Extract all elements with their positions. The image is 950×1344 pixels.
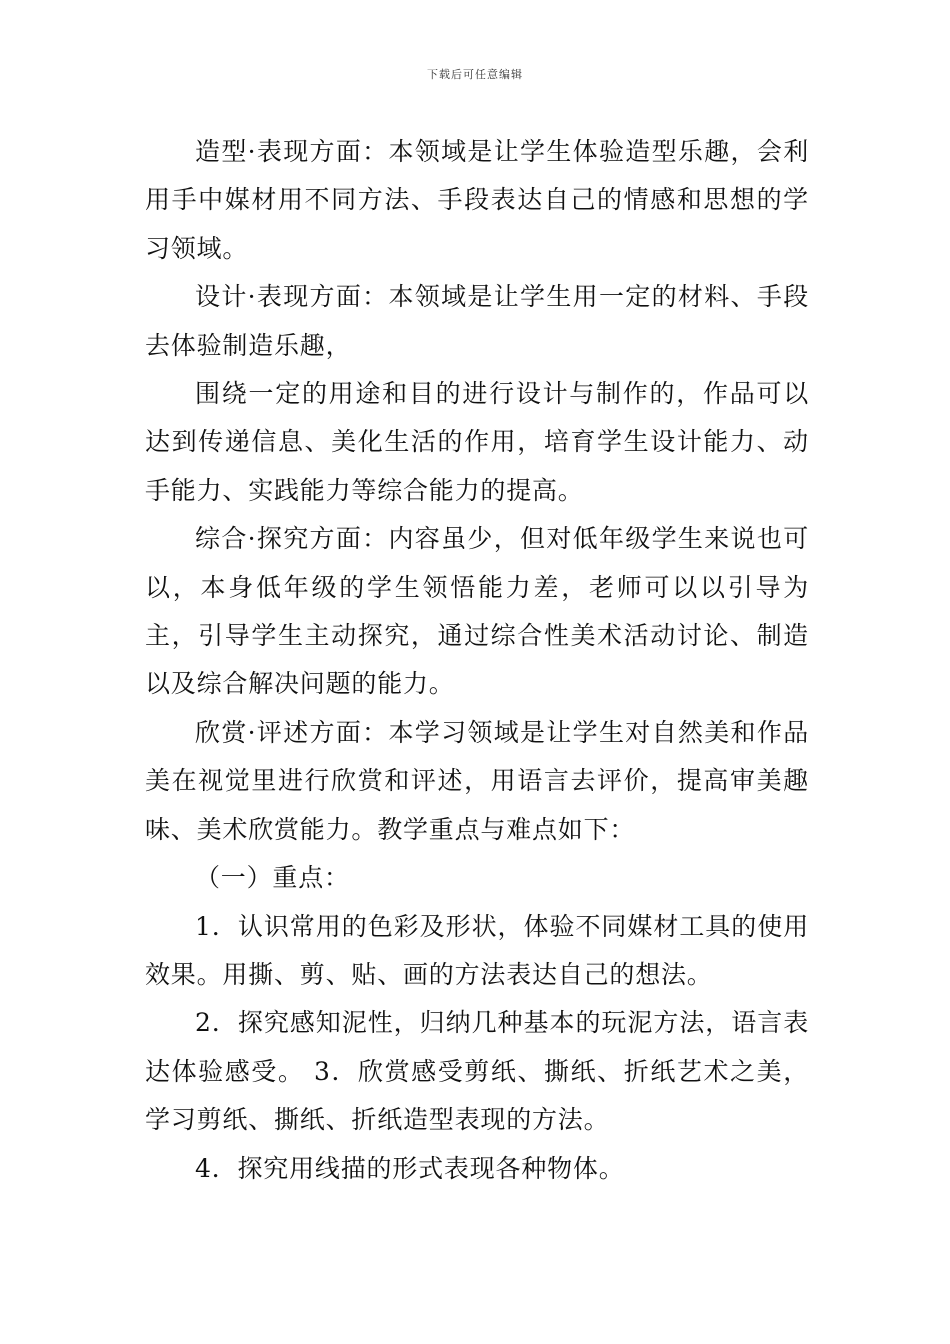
paragraph-appreciation-review: 欣赏·评述方面：本学习领域是让学生对自然美和作品美在视觉里进行欣赏和评述，用语言去评价，提高审美趣味、美术欣赏能力。教学重点与难点如下： <box>145 717 809 844</box>
paragraph-comprehensive-exploration: 综合·探究方面：内容虽少，但对低年级学生来说也可以，本身低年级的学生领悟能力差，老师可以以引导为主，引导学生主动探究，通过综合性美术活动讨论、制造以及综合解决问题的能力。 <box>145 524 809 699</box>
page-header-note: 下载后可任意编辑 <box>427 68 523 81</box>
paragraph-design-expression: 设计·表现方面：本领域是让学生用一定的材料、手段去体验制造乐趣， <box>145 282 809 360</box>
document-body <box>145 128 809 1193</box>
list-item-2-3: 2．探究感知泥性，归纳几种基本的玩泥方法，语言表达体验感受。 3．欣赏感受剪纸、撕纸、折纸艺术之美，学习剪纸、撕纸、折纸造型表现的方法。 <box>145 1008 809 1135</box>
list-item-1: 1．认识常用的色彩及形状，体验不同媒材工具的使用效果。用撕、剪、贴、画的方法表达自己的想法。 <box>145 911 809 989</box>
paragraph-modeling-expression: 造型·表现方面：本领域是让学生体验造型乐趣，会利用手中媒材用不同方法、手段表达自己的情感和思想的学习领域。 <box>145 137 809 263</box>
paragraph-design-purpose: 围绕一定的用途和目的进行设计与制作的，作品可以达到传递信息、美化生活的作用，培育学生设计能力、动手能力、实践能力等综合能力的提高。 <box>145 379 809 505</box>
section-heading-key-points: （一）重点： <box>195 863 350 893</box>
list-item-4: 4．探究用线描的形式表现各种物体。 <box>195 1153 625 1183</box>
